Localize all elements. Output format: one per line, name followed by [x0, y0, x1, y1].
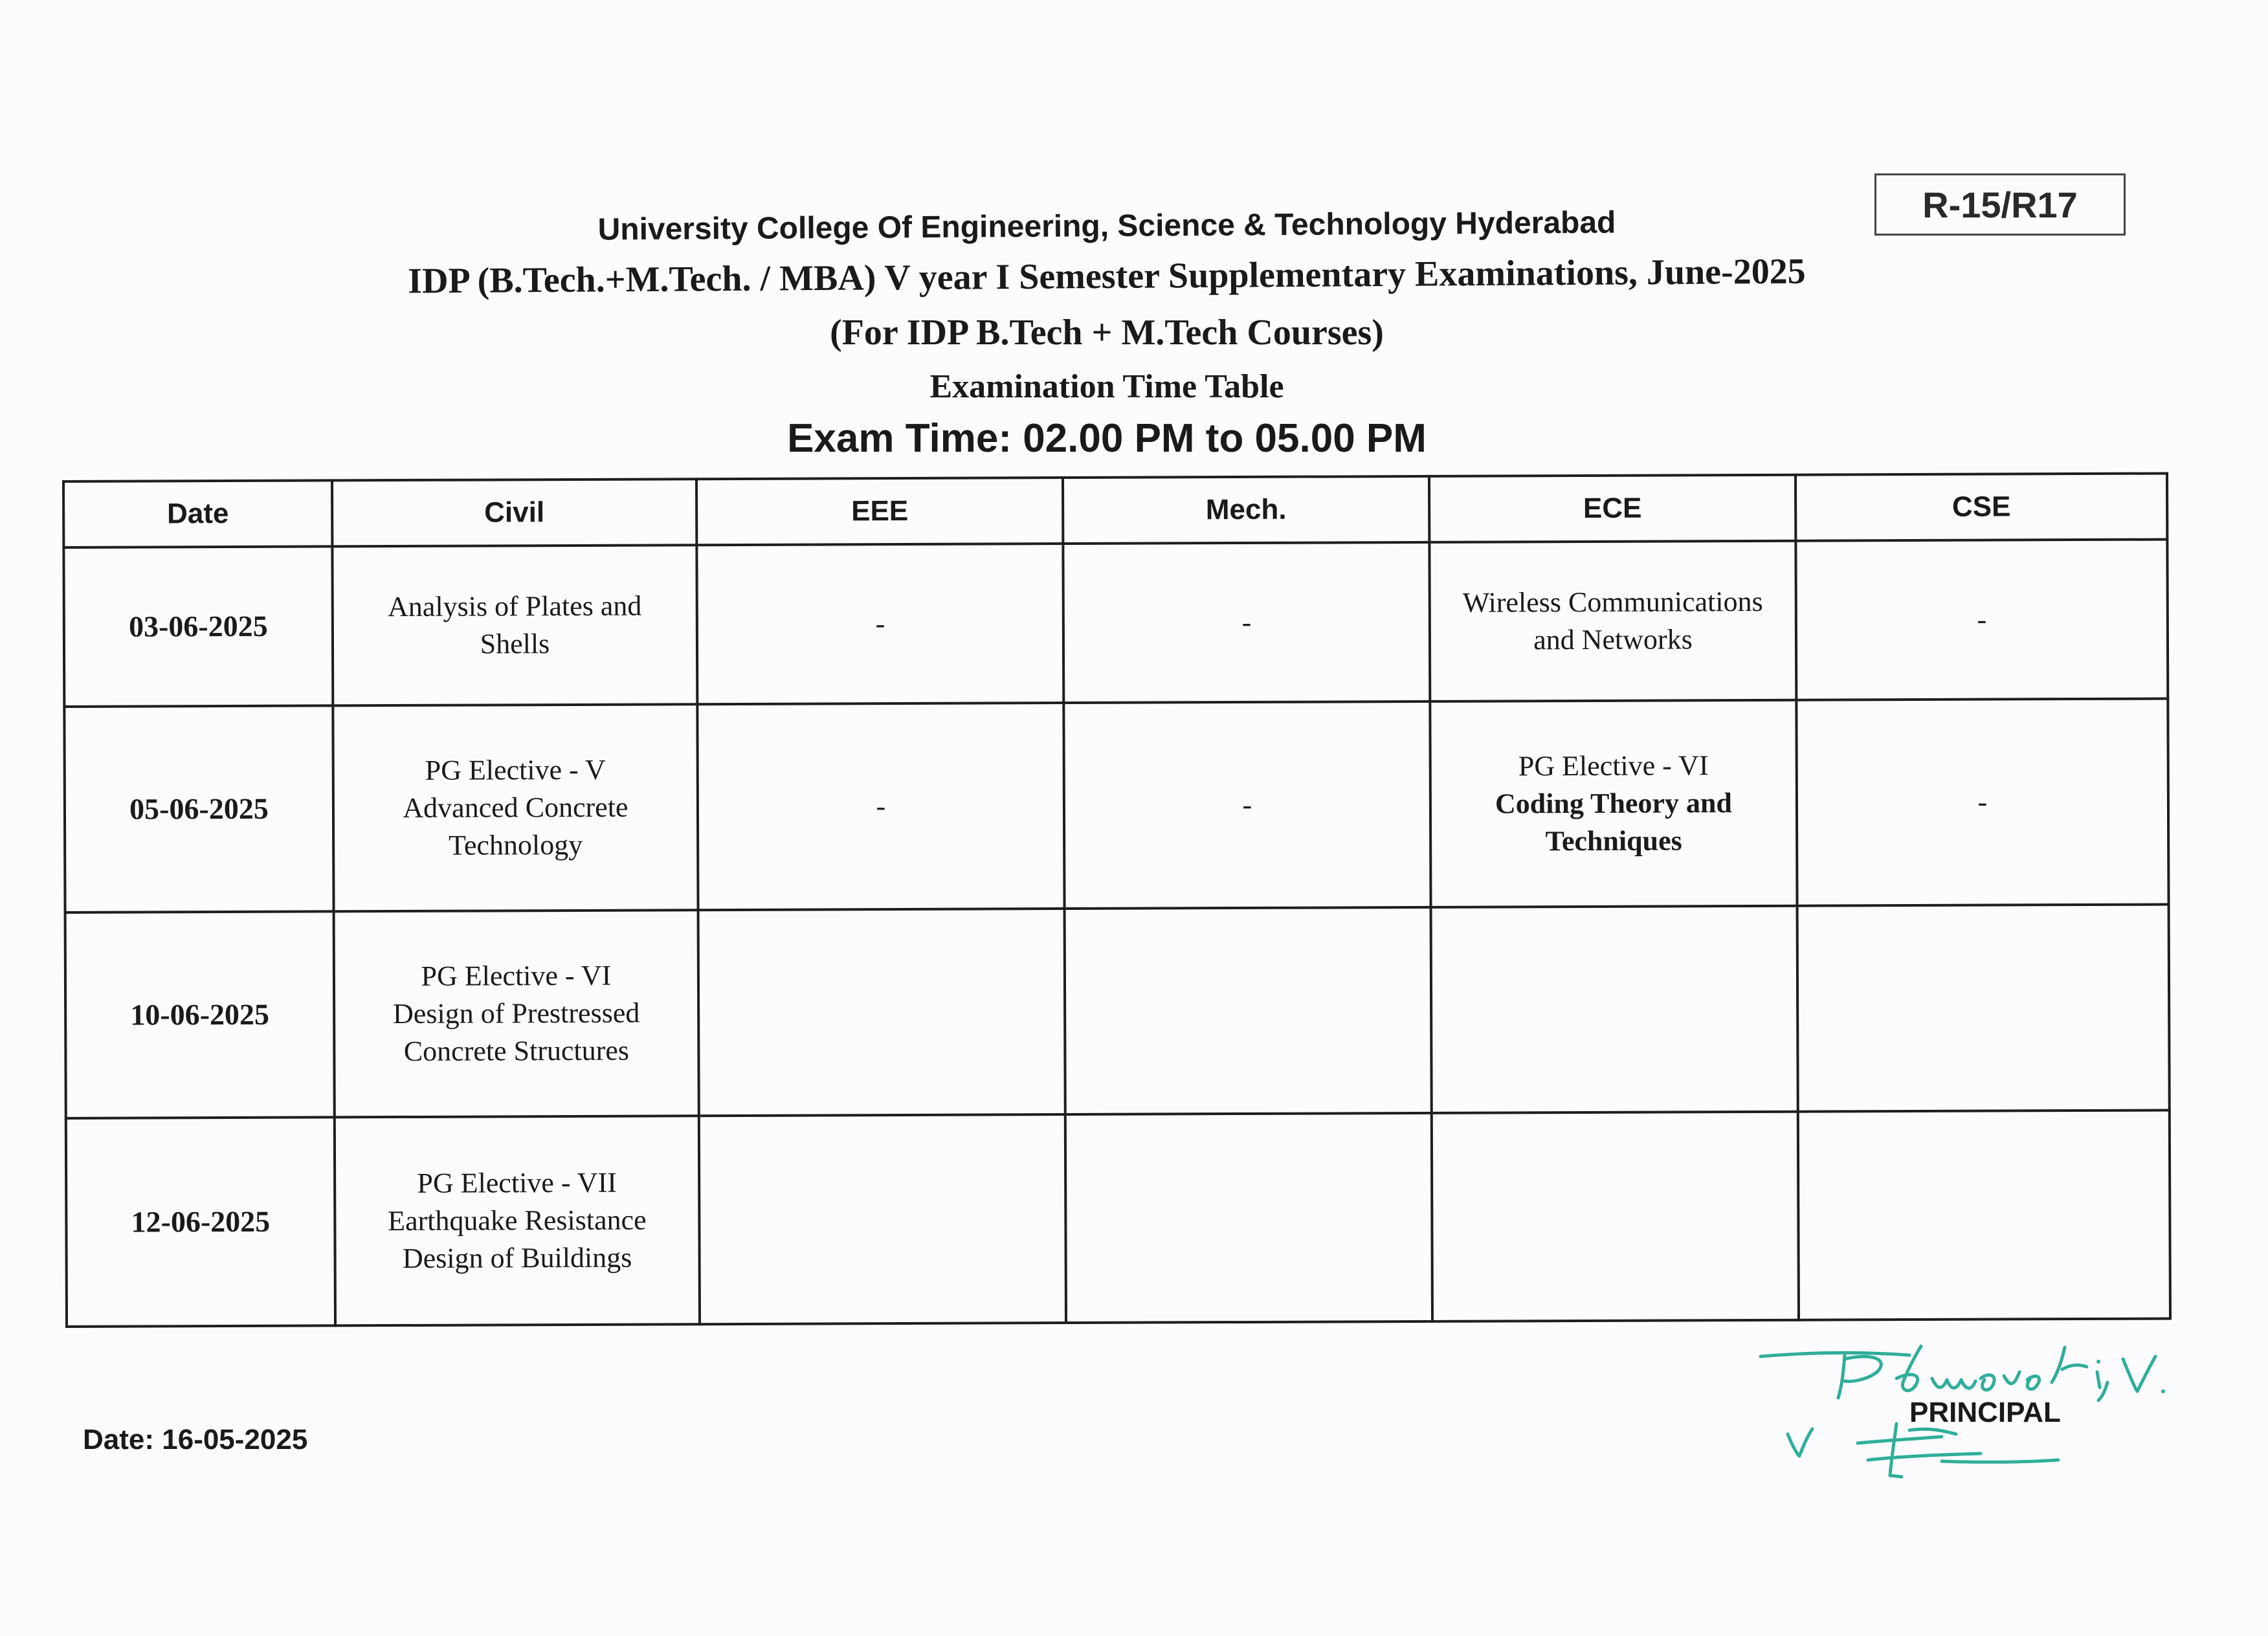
mech-cell: - — [1063, 542, 1430, 703]
mech-cell — [1065, 907, 1432, 1114]
issue-date: Date: 16-05-2025 — [83, 1424, 308, 1455]
civil-subject-line: PG Elective - V — [425, 753, 606, 786]
column-header-mech: Mech. — [1063, 476, 1429, 544]
table-row — [66, 1111, 2170, 1327]
civil-subject-line: Advanced Concrete — [403, 791, 628, 824]
exam-time: Exam Time: 02.00 PM to 05.00 PM — [787, 416, 1427, 461]
civil-subject-line: Concrete Structures — [403, 1034, 630, 1067]
regulation-code: R-15/R17 — [1922, 184, 2078, 225]
timetable — [62, 472, 2172, 1328]
ece-subject-line: Techniques — [1545, 824, 1682, 857]
timetable-wrapper — [62, 472, 2169, 1328]
civil-subject-line: Analysis of Plates and — [388, 590, 642, 623]
eee-cell — [698, 909, 1065, 1116]
cse-cell: - — [1796, 699, 2168, 906]
table-row — [64, 699, 2168, 912]
ece-cell — [1430, 700, 1797, 907]
table-row — [65, 905, 2170, 1118]
ece-cell — [1432, 1112, 1799, 1321]
civil-cell — [333, 704, 698, 911]
cse-cell — [1798, 1111, 2170, 1320]
column-header-date: Date — [63, 480, 332, 547]
date-cell: 12-06-2025 — [66, 1117, 335, 1327]
table-header-row — [63, 474, 2167, 547]
ece-subject-line: Coding Theory and — [1495, 787, 1733, 820]
column-header-cse: CSE — [1796, 474, 2167, 541]
exam-title: IDP (B.Tech.+M.Tech. / MBA) V year I Semester Supplementary Examinations, June-2025 — [408, 251, 1806, 302]
ece-cell — [1429, 541, 1796, 702]
civil-subject-line: Technology — [449, 828, 583, 861]
eee-cell: - — [696, 544, 1063, 704]
date-cell: 10-06-2025 — [65, 911, 335, 1118]
ece-subject-line: PG Elective - VI — [1518, 749, 1709, 782]
date-cell: 03-06-2025 — [63, 546, 333, 707]
ece-subject-line: Wireless Communications — [1462, 585, 1763, 619]
column-header-ece: ECE — [1429, 475, 1796, 542]
cse-cell — [1797, 905, 2170, 1112]
date-cell: 05-06-2025 — [64, 705, 333, 912]
timetable-title: Examination Time Table — [929, 368, 1284, 405]
university-name: University College Of Engineering, Science & Technology Hyderabad — [597, 205, 1616, 247]
civil-subject-line: Shells — [480, 628, 550, 660]
civil-cell — [332, 545, 697, 705]
civil-subject-line: PG Elective - VI — [421, 959, 612, 992]
civil-subject-line: PG Elective - VII — [417, 1166, 617, 1199]
column-header-civil: Civil — [332, 479, 696, 546]
civil-subject-line: Earthquake Resistance — [388, 1204, 647, 1237]
signatory-title: PRINCIPAL — [1909, 1397, 2061, 1428]
table-row — [63, 540, 2168, 707]
column-header-eee: EEE — [696, 478, 1063, 545]
ece-subject-line: and Networks — [1533, 623, 1693, 656]
mech-cell: - — [1063, 702, 1430, 909]
civil-cell — [335, 1116, 700, 1325]
civil-subject-line: Design of Prestressed — [392, 997, 640, 1030]
ece-cell — [1431, 906, 1798, 1113]
eee-cell — [699, 1114, 1066, 1324]
cse-cell: - — [1796, 540, 2168, 700]
civil-cell — [334, 910, 699, 1117]
eee-cell: - — [697, 703, 1064, 910]
mech-cell — [1065, 1113, 1432, 1323]
courses-subtitle: (For IDP B.Tech + M.Tech Courses) — [830, 313, 1384, 353]
civil-subject-line: Design of Buildings — [402, 1241, 632, 1274]
